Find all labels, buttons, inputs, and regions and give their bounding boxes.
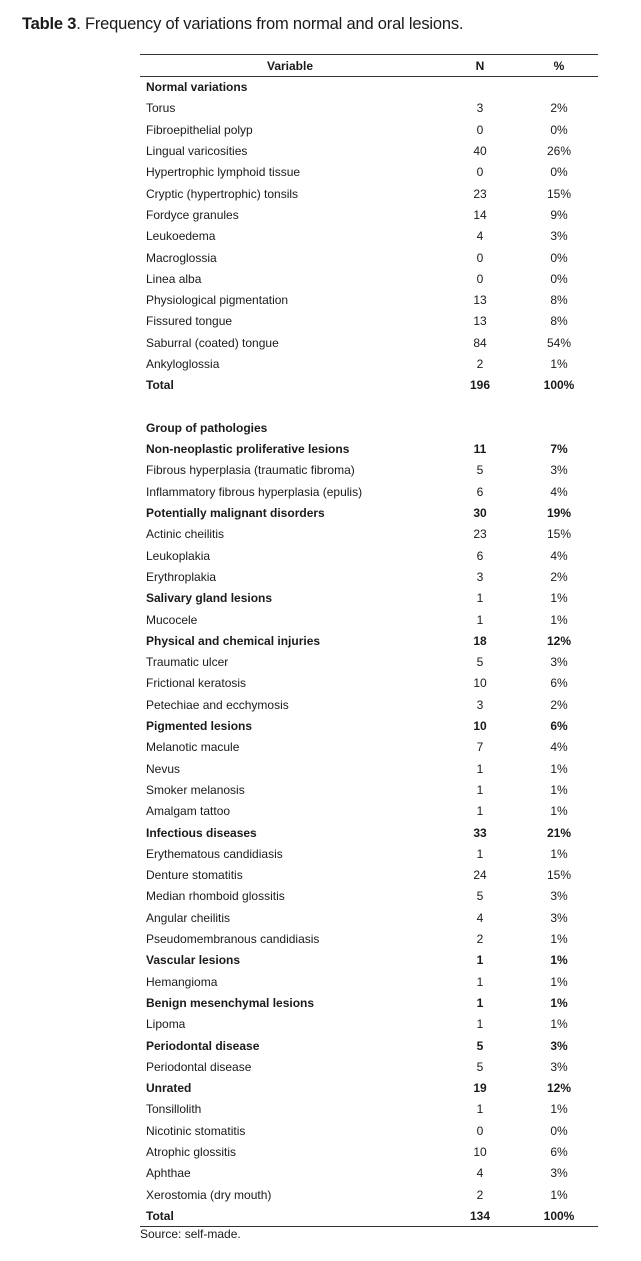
table-row-group [140, 715, 598, 736]
cell-n: 1 [476, 804, 484, 819]
cell-variable: Physical and chemical injuries [146, 633, 321, 648]
cell-variable: Salivary gland lesions [146, 591, 273, 606]
table-row-group [140, 588, 598, 609]
cell-n: 10 [473, 719, 487, 734]
cell-n: 40 [473, 144, 487, 159]
cell-n: 5 [476, 1038, 484, 1053]
cell-percent: 0% [550, 122, 568, 137]
cell-percent: 12% [546, 633, 572, 648]
cell-percent: 100% [543, 378, 575, 393]
cell-percent: 4% [550, 740, 568, 755]
cell-n: 3 [476, 697, 484, 712]
cell-percent: 8% [550, 314, 568, 329]
cell-variable: Leukoedema [146, 229, 216, 244]
table-row-group [140, 1205, 598, 1226]
table-row [140, 1099, 598, 1120]
table-row [140, 1184, 598, 1205]
cell-percent: 6% [550, 1144, 568, 1159]
cell-percent: 3% [550, 1166, 568, 1181]
cell-n: 84 [473, 335, 487, 350]
cell-percent: 1% [550, 1102, 568, 1117]
cell-variable: Amalgam tattoo [146, 804, 231, 819]
table-row-group [140, 417, 598, 438]
cell-n: 14 [473, 207, 487, 222]
cell-variable: Macroglossia [146, 250, 217, 265]
cell-n: 1 [476, 1102, 484, 1117]
cell-variable: Inflammatory fibrous hyperplasia (epulis) [146, 484, 363, 499]
cell-percent: 15% [546, 868, 572, 883]
cell-percent: 3% [550, 889, 568, 904]
cell-variable: Fibrous hyperplasia (traumatic fibroma) [146, 463, 355, 478]
table-row [140, 545, 598, 566]
cell-n: 4 [476, 1166, 484, 1181]
cell-variable: Denture stomatitis [146, 868, 243, 883]
cell-n: 5 [476, 655, 484, 670]
cell-percent: 19% [546, 506, 572, 521]
cell-n: 196 [469, 378, 491, 393]
table-row [140, 204, 598, 225]
table-row-group [140, 375, 598, 396]
table-row-group [140, 439, 598, 460]
cell-variable: Group of pathologies [146, 420, 268, 435]
cell-variable: Pseudomembranous candidiasis [146, 932, 320, 947]
cell-n: 6 [476, 548, 484, 563]
cell-variable: Infectious diseases [146, 825, 257, 840]
cell-n: 5 [476, 463, 484, 478]
cell-variable: Unrated [146, 1081, 192, 1096]
table-row-group [140, 77, 598, 98]
cell-variable: Benign mesenchymal lesions [146, 995, 315, 1010]
cell-variable: Fissured tongue [146, 314, 233, 329]
cell-n [440, 77, 520, 98]
table-row [140, 673, 598, 694]
cell-variable: Erythroplakia [146, 569, 217, 584]
cell-n: 10 [473, 1144, 487, 1159]
cell-percent: 54% [546, 335, 572, 350]
table-row [140, 289, 598, 310]
cell-percent: 1% [550, 1017, 568, 1032]
table-row [140, 652, 598, 673]
cell-n: 1 [476, 761, 484, 776]
cell-variable: Leukoplakia [146, 548, 211, 563]
cell-percent: 100% [543, 1208, 575, 1223]
table-row [140, 481, 598, 502]
cell-variable: Hemangioma [146, 974, 218, 989]
cell-n: 11 [473, 442, 487, 457]
table-caption-text: . Frequency of variations from normal and oral lesions. [76, 15, 464, 33]
cell-variable: Smoker melanosis [146, 782, 245, 797]
cell-percent: 15% [546, 527, 572, 542]
cell-n: 19 [473, 1081, 487, 1096]
cell-percent: 26% [546, 144, 572, 159]
cell-n: 1 [476, 1017, 484, 1032]
table-row [140, 801, 598, 822]
table-row-group [140, 502, 598, 523]
table-body [140, 77, 598, 1227]
cell-n: 23 [473, 527, 487, 542]
cell-n: 3 [476, 101, 484, 116]
table-row-group [140, 992, 598, 1013]
cell-n: 3 [476, 569, 484, 584]
cell-percent: 9% [550, 207, 568, 222]
cell-variable: Mucocele [146, 612, 198, 627]
table-row [140, 694, 598, 715]
cell-variable: Traumatic ulcer [146, 655, 229, 670]
cell-n: 5 [476, 889, 484, 904]
cell-percent: 3% [550, 1038, 568, 1053]
cell-percent: 2% [550, 569, 568, 584]
cell-n: 1 [476, 995, 484, 1010]
cell-variable: Actinic cheilitis [146, 527, 225, 542]
spacer-cell [140, 396, 598, 417]
table-row [140, 928, 598, 949]
table-row [140, 332, 598, 353]
table-row [140, 247, 598, 268]
cell-variable: Atrophic glossitis [146, 1144, 237, 1159]
cell-n: 33 [473, 825, 487, 840]
cell-variable: Fordyce granules [146, 207, 239, 222]
cell-n: 1 [476, 612, 484, 627]
cell-percent: 3% [550, 910, 568, 925]
cell-variable: Lipoma [146, 1017, 186, 1032]
table-row [140, 737, 598, 758]
table-source-note: Source: self-made. [140, 1227, 241, 1241]
cell-n: 0 [476, 271, 484, 286]
cell-n: 0 [476, 122, 484, 137]
cell-variable: Normal variations [146, 80, 248, 95]
cell-variable: Melanotic macule [146, 740, 240, 755]
cell-n: 2 [476, 932, 484, 947]
cell-n: 24 [473, 868, 487, 883]
cell-n: 23 [473, 186, 487, 201]
frequency-table-container [140, 54, 598, 1227]
cell-percent: 6% [550, 676, 568, 691]
cell-variable: Lingual varicosities [146, 144, 248, 159]
cell-variable: Periodontal disease [146, 1059, 252, 1074]
cell-percent: 8% [550, 293, 568, 308]
cell-n: 13 [473, 314, 487, 329]
cell-variable: Aphthae [146, 1166, 191, 1181]
table-row-group [140, 950, 598, 971]
table-spacer-row [140, 396, 598, 417]
cell-variable: Linea alba [146, 271, 202, 286]
table-row [140, 758, 598, 779]
table-row [140, 353, 598, 374]
cell-variable: Potentially malignant disorders [146, 506, 325, 521]
cell-variable: Median rhomboid glossitis [146, 889, 285, 904]
table-row [140, 162, 598, 183]
table-header-row [140, 55, 598, 77]
cell-variable: Ankyloglossia [146, 357, 220, 371]
cell-variable: Torus [146, 101, 176, 116]
cell-percent: 1% [550, 761, 568, 776]
cell-n: 13 [473, 293, 487, 308]
table-row [140, 566, 598, 587]
cell-n: 6 [476, 484, 484, 499]
table-header [140, 55, 598, 77]
cell-n: 5 [476, 1059, 484, 1074]
frequency-table [140, 54, 598, 1227]
cell-variable: Cryptic (hypertrophic) tonsils [146, 186, 299, 201]
cell-percent: 2% [550, 101, 568, 116]
cell-percent: 1% [550, 974, 568, 989]
cell-variable: Xerostomia (dry mouth) [146, 1187, 272, 1202]
cell-percent: 1% [550, 591, 568, 606]
table-row [140, 98, 598, 119]
table-row [140, 268, 598, 289]
cell-n: 1 [476, 782, 484, 797]
cell-n: 7 [476, 740, 484, 755]
cell-n: 1 [476, 974, 484, 989]
cell-variable: Physiological pigmentation [146, 293, 289, 308]
table-row [140, 183, 598, 204]
table-row [140, 843, 598, 864]
cell-n: 0 [476, 165, 484, 180]
cell-variable: Non-neoplastic proliferative lesions [146, 442, 350, 457]
cell-variable: Angular cheilitis [146, 910, 231, 925]
table-row [140, 524, 598, 545]
cell-n: 0 [476, 1123, 484, 1138]
cell-variable: Total [146, 1208, 174, 1223]
cell-percent: 6% [550, 719, 568, 734]
table-row-group [140, 630, 598, 651]
table-row [140, 971, 598, 992]
cell-n: 2 [476, 1187, 484, 1202]
cell-percent: 1% [550, 1187, 568, 1202]
cell-percent: 3% [550, 229, 568, 244]
cell-variable: Erythematous candidiasis [146, 846, 283, 861]
cell-variable: Tonsillolith [146, 1102, 202, 1117]
table-row [140, 460, 598, 481]
cell-percent [520, 77, 598, 98]
cell-percent: 0% [550, 250, 568, 265]
table-row-group [140, 1035, 598, 1056]
table-row [140, 886, 598, 907]
cell-variable: Petechiae and ecchymosis [146, 697, 289, 712]
table-row [140, 1056, 598, 1077]
cell-variable: Nicotinic stomatitis [146, 1123, 246, 1138]
table-row [140, 119, 598, 140]
cell-n: 1 [476, 591, 484, 606]
column-header-percent: % [553, 58, 565, 73]
cell-percent: 12% [546, 1081, 572, 1096]
cell-n [440, 417, 520, 438]
cell-percent: 0% [550, 271, 568, 286]
cell-percent: 1% [550, 995, 568, 1010]
cell-n: 4 [476, 229, 484, 244]
cell-n: 4 [476, 910, 484, 925]
cell-n: 2 [476, 357, 484, 371]
cell-percent: 1% [550, 932, 568, 947]
cell-percent: 1% [550, 953, 568, 968]
cell-percent: 15% [546, 186, 572, 201]
cell-n: 30 [473, 506, 487, 521]
cell-variable: Pigmented lesions [146, 719, 253, 734]
cell-n: 134 [469, 1208, 491, 1223]
table-row-group [140, 822, 598, 843]
cell-percent [520, 417, 598, 438]
table-row [140, 1120, 598, 1141]
table-row [140, 864, 598, 885]
cell-percent: 0% [550, 165, 568, 180]
column-header-n: N [475, 58, 485, 73]
cell-variable: Saburral (coated) tongue [146, 335, 279, 350]
table-row [140, 609, 598, 630]
cell-percent: 21% [546, 825, 572, 840]
cell-percent: 1% [550, 846, 568, 861]
cell-n: 10 [473, 676, 487, 691]
cell-percent: 0% [550, 1123, 568, 1138]
cell-percent: 3% [550, 1059, 568, 1074]
column-header-variable: Variable [266, 58, 314, 73]
cell-variable: Vascular lesions [146, 953, 241, 968]
cell-n: 1 [476, 846, 484, 861]
cell-variable: Hypertrophic lymphoid tissue [146, 165, 301, 180]
cell-percent: 4% [550, 548, 568, 563]
cell-percent: 3% [550, 655, 568, 670]
cell-percent: 2% [550, 697, 568, 712]
table-row [140, 140, 598, 161]
table-row [140, 779, 598, 800]
table-row [140, 311, 598, 332]
cell-percent: 1% [550, 782, 568, 797]
table-row [140, 226, 598, 247]
table-row-group [140, 1077, 598, 1098]
table-row [140, 1014, 598, 1035]
cell-percent: 1% [550, 612, 568, 627]
table-row [140, 907, 598, 928]
cell-percent: 1% [550, 357, 568, 371]
cell-percent: 1% [550, 804, 568, 819]
table-row [140, 1163, 598, 1184]
table-row [140, 1141, 598, 1162]
table-caption [22, 15, 463, 34]
cell-percent: 4% [550, 484, 568, 499]
cell-n: 18 [473, 633, 487, 648]
cell-variable: Frictional keratosis [146, 676, 247, 691]
cell-n: 1 [476, 953, 484, 968]
cell-percent: 7% [550, 442, 568, 457]
cell-percent: 3% [550, 463, 568, 478]
cell-variable: Nevus [146, 761, 181, 776]
cell-n: 0 [476, 250, 484, 265]
table-caption-label: Table 3 [22, 15, 77, 33]
cell-variable: Total [146, 378, 174, 393]
cell-variable: Fibroepithelial polyp [146, 122, 253, 137]
cell-variable: Periodontal disease [146, 1038, 260, 1053]
